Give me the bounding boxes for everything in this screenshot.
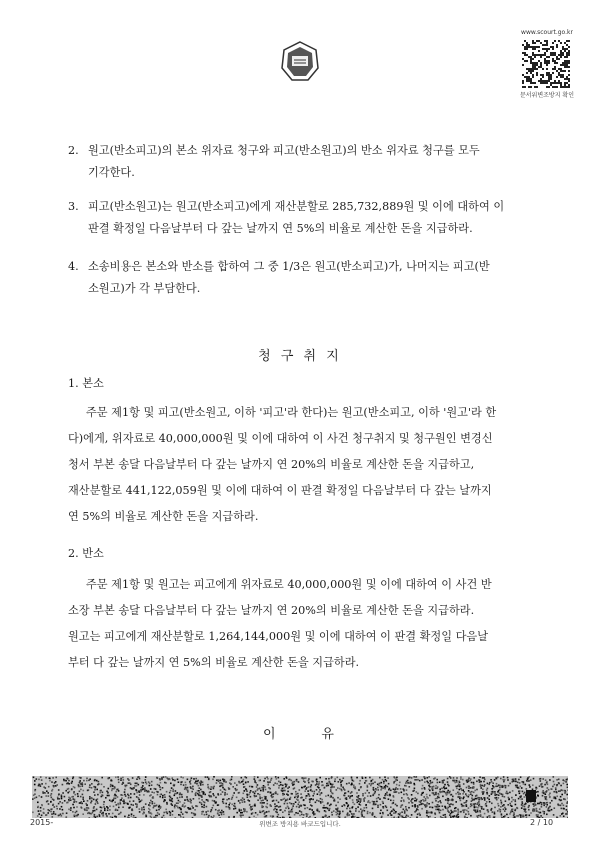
para-line: 소장 부본 송달 다음날부터 다 갚는 날까지 연 20%의 비율로 계산한 돈을 지급하라.	[68, 604, 475, 617]
claim-heading: 청 구 취 지	[258, 349, 342, 364]
anti-forgery-barcode-band	[32, 776, 568, 818]
para-line: 주문 제1항 및 원고는 피고에게 위자료로 40,000,000원 및 이에 대하여 이 사건 반	[86, 578, 492, 591]
main-suit-label: 1. 본소	[68, 377, 104, 390]
qr-code-icon	[522, 40, 570, 88]
counter-suit-label: 2. 반소	[68, 547, 104, 560]
page-number: 2 / 10	[530, 818, 554, 827]
item-line: 원고(반소피고)의 본소 위자료 청구와 피고(반소원고)의 반소 위자료 청구를 모두	[88, 144, 480, 157]
para-line: 청서 부본 송달 다음날부터 다 갚는 날까지 연 20%의 비율로 계산한 돈을 지급하고,	[68, 458, 475, 471]
item-line: 기각한다.	[88, 166, 135, 179]
counter-suit-paragraph	[68, 572, 548, 676]
item-line: 피고(반소원고)는 원고(반소피고)에게 재산분할로 285,732,889원 및 이에 대하여 이	[88, 200, 505, 213]
barcode-caption: 위변조 방지용 바코드입니다.	[259, 820, 341, 828]
item-line: 소원고)가 각 부담한다.	[88, 282, 201, 295]
item-number: 3.	[68, 200, 79, 213]
case-number: 2015-	[30, 818, 54, 827]
para-line: 부터 다 갚는 날까지 연 5%의 비율로 계산한 돈을 지급하라.	[68, 656, 360, 669]
para-line: 재산분할로 441,122,059원 및 이에 대하여 이 판결 확정일 다음날부터 다 갚는 날까지	[68, 484, 492, 497]
item-line: 판결 확정일 다음날부터 다 갚는 날까지 연 5%의 비율로 계산한 돈을 지급하라.	[88, 222, 473, 235]
main-suit-paragraph	[68, 400, 548, 530]
para-line: 원고는 피고에게 재산분할로 1,264,144,000원 및 이에 대하여 이 판결 확정일 다음날	[68, 630, 489, 643]
item-number: 4.	[68, 260, 79, 273]
para-line: 연 5%의 비율로 계산한 돈을 지급하라.	[68, 510, 259, 523]
para-line: 다)에게, 위자료로 40,000,000원 및 이에 대하여 이 사건 청구취지 및 청구원인 변경신	[68, 432, 493, 445]
item-line: 소송비용은 본소와 반소를 합하여 그 중 1/3은 원고(반소피고)가, 나머지는 피고(반	[88, 260, 490, 273]
qr-caption: 문서위변조방지 확인	[519, 92, 575, 99]
reason-heading: 이 유	[263, 727, 337, 742]
qr-url: www.scourt.go.kr	[521, 29, 573, 36]
para-line: 주문 제1항 및 피고(반소원고, 이하 '피고'라 한다)는 원고(반소피고, 이하 '원고'라 한	[86, 406, 497, 419]
court-seal-logo	[280, 40, 320, 84]
item-number: 2.	[68, 144, 79, 157]
